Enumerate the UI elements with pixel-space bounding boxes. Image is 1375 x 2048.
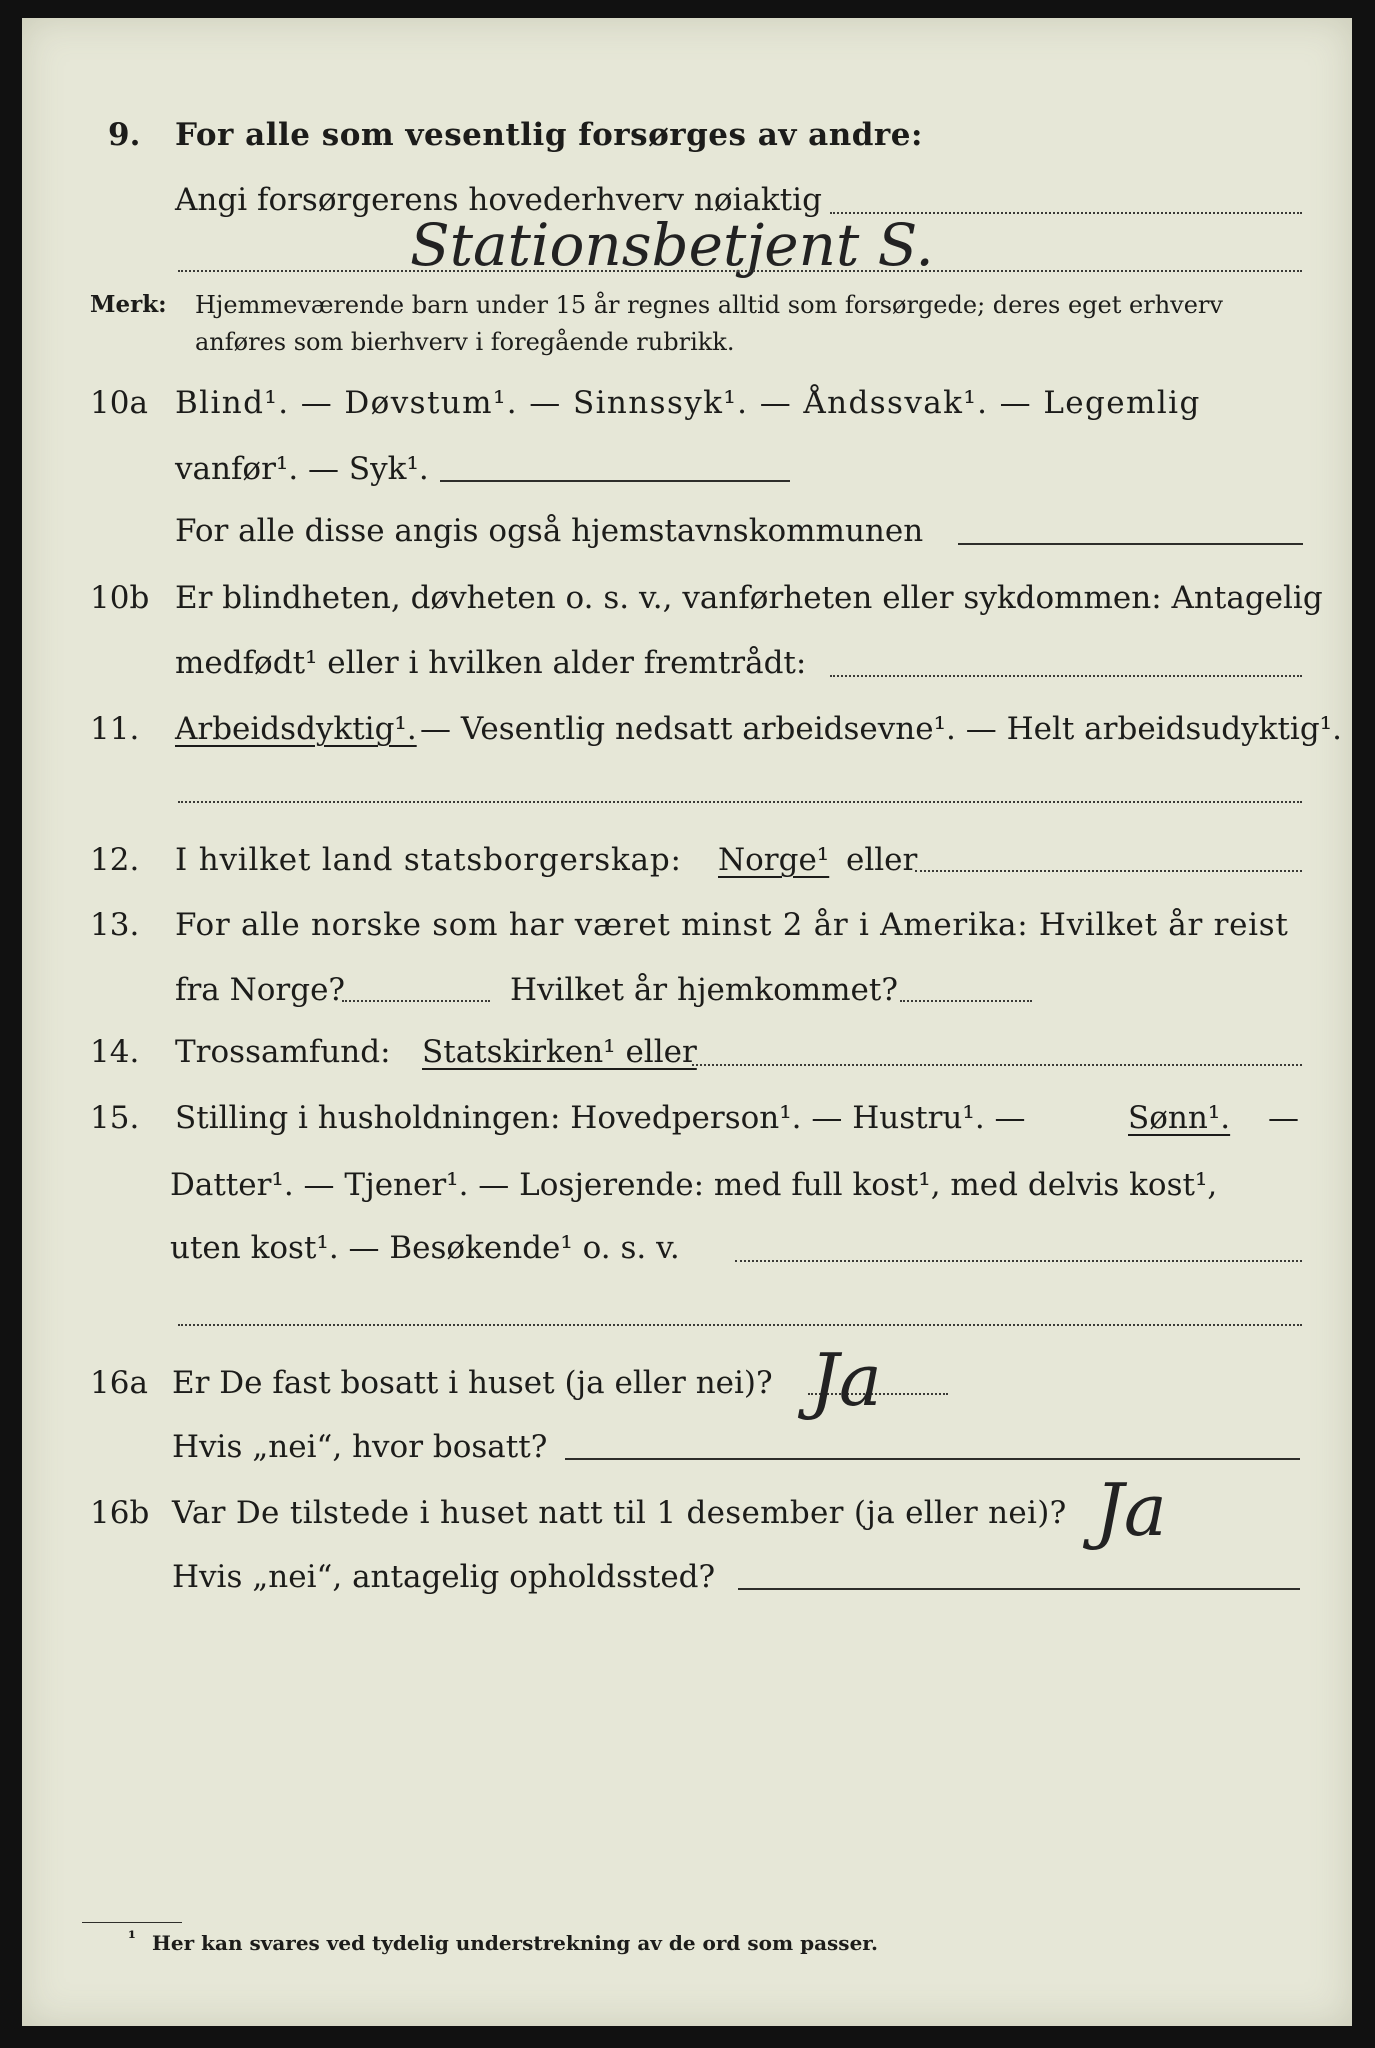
q16b-opholdssted-line[interactable] — [738, 1588, 1300, 1590]
q10a-line1: Blind¹. — Døvstum¹. — Sinnssyk¹. — Åndssvak¹. — Legemlig — [175, 385, 1201, 421]
q14-answer-line[interactable] — [692, 1064, 1302, 1066]
q14-label: Trossamfund: — [175, 1034, 391, 1070]
q13-line2b: Hvilket år hjemkommet? — [510, 972, 898, 1008]
q11-number: 11. — [90, 711, 140, 747]
footnote-marker: ¹ — [128, 1928, 136, 1949]
q13-number: 13. — [90, 907, 140, 943]
q15-answer-line[interactable] — [735, 1260, 1302, 1262]
q15-answer-line-2[interactable] — [178, 1324, 1302, 1326]
q16b-line2: Hvis „nei“, antagelig opholdssted? — [172, 1559, 716, 1595]
q9-line1: Angi forsørgerens hovederhverv nøiaktig — [175, 182, 822, 218]
q16b-number: 16b — [90, 1495, 150, 1531]
q12-eller: eller — [846, 842, 918, 878]
q15-sonn-underlined: Sønn¹. — [1128, 1100, 1231, 1136]
q11-arbeidsdyktig-underlined: Arbeidsdyktig¹. — [175, 711, 417, 747]
q16b-handwritten-text: Ja — [1095, 1468, 1167, 1552]
q10a-line2: vanfør¹. — Syk¹. — [175, 451, 429, 487]
footnote-text: Her kan svares ved tydelig understrekning av de ord som passer. — [152, 1931, 878, 1955]
q13-line2a: fra Norge? — [175, 972, 346, 1008]
q10b-line1: Er blindheten, døvheten o. s. v., vanførheten eller sykdommen: Antagelig — [175, 580, 1323, 616]
merk-line1: Hjemmeværende barn under 15 år regnes alltid som forsørgede; deres eget erhverv — [195, 291, 1223, 319]
q16a-handwritten-answer — [800, 1330, 1020, 1440]
q13-line1: For alle norske som har været minst 2 år i Amerika: Hvilket år reist — [175, 907, 1289, 943]
q9-answer-line-2[interactable] — [178, 270, 1302, 272]
q14-statskirken-underlined: Statskirken¹ eller — [422, 1034, 697, 1070]
q16b-handwritten-answer — [1085, 1460, 1285, 1580]
q10a-line3: For alle disse angis også hjemstavnskommunen — [175, 513, 924, 549]
footnote-rule — [82, 1922, 182, 1923]
q9-handwritten-text: Stationsbetjent S. — [410, 211, 934, 279]
q9-heading: For alle som vesentlig forsørges av andre: — [175, 117, 923, 153]
q16a-handwritten-text: Ja — [810, 1338, 882, 1422]
q14-number: 14. — [90, 1034, 140, 1070]
q10b-number: 10b — [90, 580, 150, 616]
q10a-number: 10a — [90, 385, 148, 421]
q10a-syk-line[interactable] — [440, 480, 790, 482]
q12-text: I hvilket land statsborgerskap: — [175, 842, 682, 878]
q12-answer-line[interactable] — [915, 870, 1302, 872]
q10b-line2: medfødt¹ eller i hvilken alder fremtrådt: — [175, 645, 807, 681]
census-form-page — [22, 18, 1352, 2026]
q11-answer-line[interactable] — [178, 801, 1302, 803]
q16b-line1: Var De tilstede i huset natt til 1 desember (ja eller nei)? — [172, 1495, 1067, 1531]
q13-reist-line[interactable] — [342, 1000, 490, 1002]
q16a-line1: Er De fast bosatt i huset (ja eller nei)? — [172, 1365, 773, 1401]
q15-line1c: — — [1268, 1100, 1299, 1136]
q9-number: 9. — [108, 117, 141, 153]
q12-number: 12. — [90, 842, 140, 878]
q16a-line2: Hvis „nei“, hvor bosatt? — [172, 1429, 548, 1465]
q15-line1a: Stilling i husholdningen: Hovedperson¹. — Hustru¹. — — [175, 1100, 1026, 1136]
q10b-answer-line[interactable] — [830, 675, 1302, 677]
q12-norge-underlined: Norge¹ — [718, 842, 830, 878]
q10a-hjemstavn-line[interactable] — [958, 543, 1303, 545]
q11-rest: — Vesentlig nedsatt arbeidsevne¹. — Helt arbeidsudyktig¹. — [420, 711, 1342, 747]
merk-label: Merk: — [90, 291, 167, 318]
q15-line3: uten kost¹. — Besøkende¹ o. s. v. — [170, 1230, 680, 1266]
q15-line2: Datter¹. — Tjener¹. — Losjerende: med full kost¹, med delvis kost¹, — [170, 1167, 1218, 1203]
q15-number: 15. — [90, 1100, 140, 1136]
q13-hjemkommet-line[interactable] — [900, 1000, 1032, 1002]
q16a-number: 16a — [90, 1365, 148, 1401]
merk-line2: anføres som bierhverv i foregående rubrikk. — [195, 328, 735, 356]
